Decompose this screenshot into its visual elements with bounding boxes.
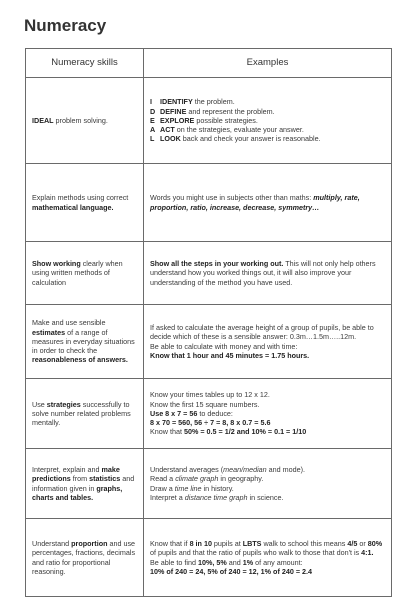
table-row	[26, 519, 392, 597]
text-segment: Be able to find	[150, 557, 198, 567]
text-segment: climate graph	[175, 474, 219, 484]
example-line	[150, 474, 386, 483]
text-segment: Show working	[32, 259, 81, 269]
example-line	[150, 134, 386, 143]
text-segment: in science.	[247, 492, 284, 502]
example-cell	[144, 164, 392, 242]
text-segment: 4/5	[347, 539, 358, 549]
example-line	[150, 342, 386, 351]
table-row	[26, 242, 392, 305]
text-segment: estimates	[32, 327, 66, 337]
text-segment: Interpret a	[150, 492, 185, 502]
skill-cell	[26, 379, 144, 449]
table-row	[26, 379, 392, 449]
table-row	[26, 305, 392, 379]
text-segment: Know the first 15 square numbers.	[150, 399, 260, 409]
text-segment: Know your times tables up to 12 x 12.	[150, 390, 270, 400]
example-line	[150, 400, 386, 409]
text-segment: Know that if	[150, 539, 190, 549]
text-segment: Use	[32, 399, 47, 409]
text-segment: graphs, charts and tables.	[32, 483, 123, 502]
text-segment: Use 8 x 7 = 56	[150, 408, 198, 418]
example-line	[150, 409, 386, 418]
text-segment: Explain methods using correct	[32, 193, 129, 203]
text-segment: or	[357, 539, 368, 549]
text-segment: mathematical language.	[32, 202, 114, 212]
text-segment: Know that	[150, 427, 184, 437]
text-segment: distance time graph	[184, 492, 248, 502]
text-segment: I	[150, 97, 152, 107]
text-segment: 10%, 5%	[197, 557, 227, 567]
text-segment: ACT	[160, 125, 175, 135]
example-line	[150, 323, 386, 341]
text-segment: 50% = 0.5 = 1/2 and 10% = 0.1 = 1/10	[183, 427, 307, 437]
text-segment: 1%	[242, 557, 254, 567]
text-segment: pupils at	[211, 539, 243, 549]
text-segment: and use percentages, fractions, decimals and ratio for proportional reasoning.	[32, 539, 136, 576]
example-cell	[144, 449, 392, 519]
example-line	[150, 107, 386, 116]
text-segment: 8 in 10	[189, 539, 212, 549]
text-segment: Words you might use in subjects other than maths:	[150, 193, 314, 203]
text-segment: D	[150, 106, 156, 116]
table-row	[26, 164, 392, 242]
example-cell	[144, 78, 392, 164]
text-segment: EXPLORE	[160, 115, 195, 125]
text-segment: successfully to solve number related problems mentally.	[32, 399, 131, 428]
text-segment: IDENTIFY	[160, 97, 193, 107]
example-cell	[144, 519, 392, 597]
example-line	[150, 427, 386, 436]
example-line	[150, 567, 386, 576]
text-segment: LOOK	[160, 134, 181, 144]
numeracy-table	[25, 48, 392, 597]
example-line	[150, 97, 386, 106]
example-line	[150, 484, 386, 493]
text-segment: of pupils and that the ratio of pupils who walk to those that don't is	[150, 548, 362, 558]
example-line	[150, 418, 386, 427]
text-segment: proportion	[71, 539, 108, 549]
example-cell	[144, 379, 392, 449]
example-cell	[144, 305, 392, 379]
text-segment: and represent the problem.	[186, 106, 275, 116]
text-segment: DEFINE	[160, 106, 187, 116]
text-segment: and	[226, 557, 243, 567]
header-skills: Numeracy skills	[26, 49, 144, 78]
text-segment: Read a	[150, 474, 176, 484]
page-title: Numeracy	[24, 16, 107, 35]
skill-cell	[26, 164, 144, 242]
example-line	[150, 390, 386, 399]
text-segment: time line	[174, 483, 202, 493]
text-segment: If asked to calculate the average height of a group of pupils, be able to decide which of these is a sensible answer: 0.3m…1.5m…..12m.	[150, 323, 374, 342]
text-segment: and information given in	[32, 474, 135, 493]
text-segment: to deduce:	[197, 408, 233, 418]
skill-cell	[26, 449, 144, 519]
text-segment: in geography.	[218, 474, 264, 484]
table-row	[26, 78, 392, 164]
text-segment: statistics	[89, 474, 121, 484]
table-header-row	[26, 49, 392, 78]
text-segment: the problem.	[192, 97, 235, 107]
text-segment: Understand averages (	[150, 465, 224, 475]
example-line	[150, 539, 386, 557]
text-segment: This will not only help others understand how you worked things out, it will also improve your understanding of the method you have used.	[150, 259, 376, 287]
example-line	[150, 116, 386, 125]
text-segment: Make and use sensible	[32, 318, 106, 328]
text-segment: back and check your answer is reasonable.	[180, 134, 321, 144]
text-segment: 80%	[367, 539, 383, 549]
text-segment: Show all the steps in your working out.	[150, 259, 284, 269]
text-segment: 4:1.	[361, 548, 374, 558]
example-line	[150, 558, 386, 567]
text-segment: in history.	[201, 483, 234, 493]
text-segment: walk to school this means	[261, 539, 348, 549]
skill-cell	[26, 242, 144, 305]
text-segment: clearly when using written methods of calculation	[32, 259, 123, 287]
text-segment: E	[150, 115, 155, 125]
text-segment: problem solving.	[53, 115, 108, 125]
text-segment: strategies	[46, 399, 81, 409]
table-body	[26, 78, 392, 597]
text-segment: 8 x 70 = 560, 56 ÷ 7 = 8, 8 x 0.7 = 5.6	[150, 418, 271, 428]
text-segment: 10% of 240 = 24, 5% of 240 = 12, 1% of 240 = 2.4	[150, 566, 313, 576]
skill-cell	[26, 78, 144, 164]
text-segment: make predictions	[32, 465, 120, 484]
text-segment: of any amount:	[253, 557, 303, 567]
text-segment: and mode).	[266, 465, 306, 475]
text-segment: L	[150, 134, 155, 144]
text-segment: Be able to calculate with money and with time:	[150, 341, 298, 351]
text-segment: from	[70, 474, 90, 484]
example-line	[150, 351, 386, 360]
table-row	[26, 449, 392, 519]
text-segment: Know that 1 hour and 45 minutes = 1.75 hours.	[150, 350, 310, 360]
text-segment: A	[150, 125, 156, 135]
text-segment: LBTS	[242, 539, 262, 549]
text-segment: multiply, rate, proportion, ratio, increase, decrease, symmetry…	[150, 193, 360, 212]
text-segment: Draw a	[150, 483, 175, 493]
text-segment: reasonableness of answers.	[32, 355, 128, 365]
header-examples: Examples	[144, 49, 392, 78]
text-segment: of a range of measures in everyday situations in order to check the	[32, 327, 135, 356]
skill-cell	[26, 519, 144, 597]
text-segment: Interpret, explain and	[32, 465, 102, 475]
text-segment: on the strategies, evaluate your answer.	[174, 125, 304, 135]
text-segment: mean/median	[223, 465, 267, 475]
example-line	[150, 493, 386, 502]
text-segment: Understand	[32, 539, 72, 549]
example-cell	[144, 242, 392, 305]
text-segment: IDEAL	[32, 115, 54, 125]
example-line	[150, 465, 386, 474]
example-line	[150, 125, 386, 134]
skill-cell	[26, 305, 144, 379]
text-segment: possible strategies.	[194, 115, 258, 125]
